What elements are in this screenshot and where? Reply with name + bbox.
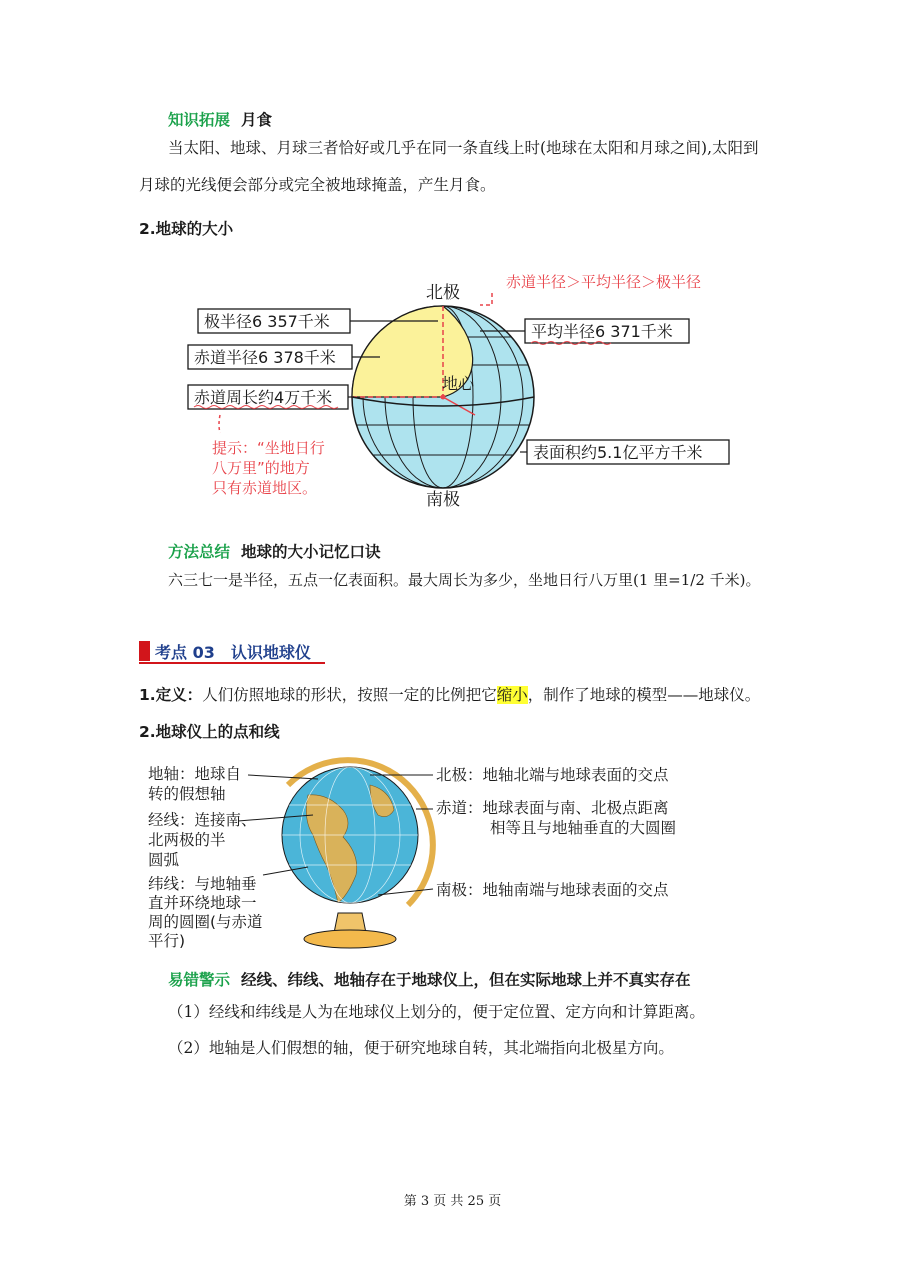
surface-area-text: 表面积约5.1亿平方千米 [533,443,703,462]
equator-label-2: 相等且与地轴垂直的大圆圈 [490,819,677,837]
kaodian-underline [139,662,325,664]
equator-label-1: 赤道：地球表面与南、北极点距离 [436,799,669,817]
meridian-label-2: 北两极的半 [148,831,226,849]
equator-radius-text: 赤道半径6 378千米 [194,348,336,367]
axis-label-1: 地轴：地球自 [148,765,242,783]
definition-after: ，制作了地球的模型——地球仪。 [527,686,761,704]
polar-radius-text: 极半径6 357千米 [204,312,330,331]
globe-base [304,930,396,948]
page-footer: 第 3 页 共 25 页 [403,1194,502,1209]
globe-diagram [138,755,738,950]
section-globe-heading: 2.地球仪上的点和线 [139,723,280,741]
kaodian-label: 考点 03 认识地球仪 [155,643,311,662]
tip-line1: 提示：“坐地日行 [212,439,325,457]
warning-header [168,969,690,991]
meridian-label-3: 圆弧 [148,851,180,869]
definition-label: 1.定义： [139,686,203,704]
method-tag: 方法总结 [168,543,231,561]
parallel-label-2: 直并环绕地球一 [148,894,257,912]
north-label: 北极 [426,283,460,303]
center-label: 地心 [442,374,475,393]
warning-item-1: （1）经线和纬线是人为在地球仪上划分的，便于定位置、定方向和计算距离。 [168,1003,705,1021]
definition [139,684,760,706]
south-pole-label: 南极：地轴南端与地球表面的交点 [436,881,669,899]
warning-item-2: （2）地轴是人们假想的轴，便于研究地球自转，其北端指向北极星方向。 [168,1039,674,1057]
method-text: 六三七一是半径，五点一亿表面积。最大周长为多少，坐地日行八万里(1 里=1/2 千米)。 [168,571,761,589]
warning-title: 经线、纬线、地轴存在于地球仪上，但在实际地球上并不真实存在 [240,971,691,989]
parallel-label-1: 纬线：与地轴垂 [148,875,257,893]
ext-title: 月食 [240,111,272,129]
section-earth-size-heading: 2.地球的大小 [139,220,234,238]
ext-header [168,109,272,131]
center-dot [441,395,446,400]
earth-size-diagram [180,265,770,515]
equator-length-text: 赤道周长约4万千米 [194,388,333,407]
kaodian-marker [139,641,150,661]
ext-line2: 月球的光线便会部分或完全被地球掩盖，产生月食。 [139,176,496,194]
method-title: 地球的大小记忆口诀 [240,543,381,561]
axis-label-2: 转的假想轴 [148,785,226,803]
south-label: 南极 [426,490,460,510]
north-pole-label: 北极：地轴北端与地球表面的交点 [436,766,669,784]
parallel-label-3: 周的圆圈(与赤道 [148,913,263,931]
meridian-label-1: 经线：连接南、 [148,811,257,829]
compare-note: 赤道半径＞平均半径＞极半径 [506,273,702,291]
parallel-label-4: 平行) [148,932,186,950]
method-header [168,541,380,563]
definition-highlight: 缩小 [496,686,528,704]
ext-tag: 知识拓展 [168,111,231,129]
mean-radius-text: 平均半径6 371千米 [531,322,673,341]
definition-before: 人们仿照地球的形状，按照一定的比例把它 [202,686,497,704]
warning-tag: 易错警示 [168,971,231,989]
tip-line2: 八万里”的地方 [212,459,310,477]
tip-line3: 只有赤道地区。 [212,479,318,497]
ext-line1: 当太阳、地球、月球三者恰好或几乎在同一条直线上时(地球在太阳和月球之间),太阳到 [168,139,759,157]
